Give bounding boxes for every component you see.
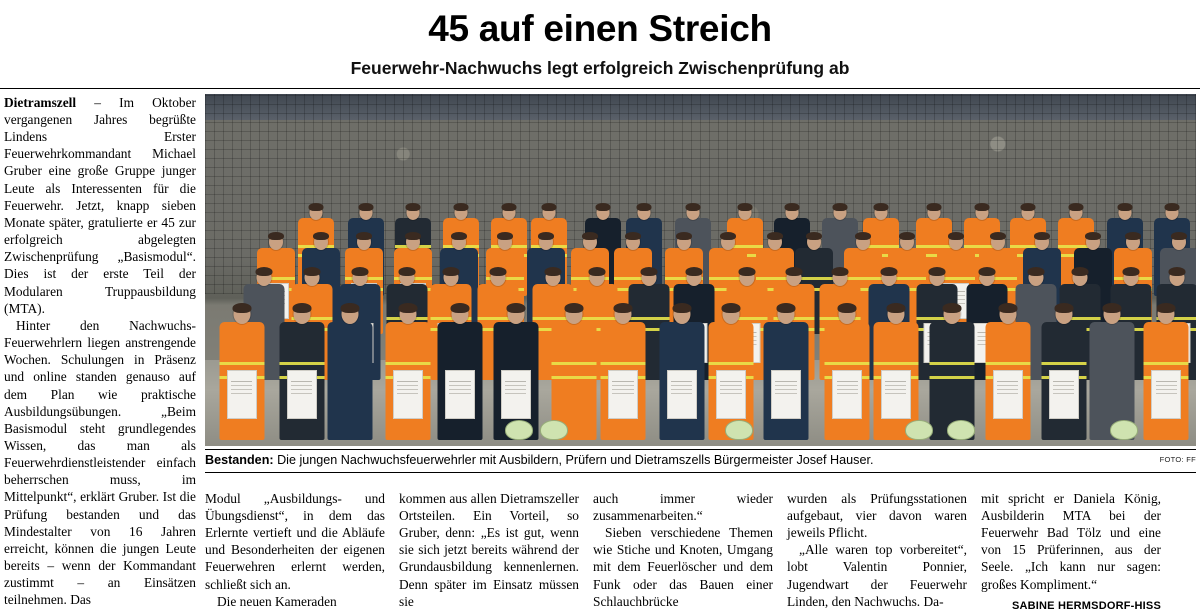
person-hair xyxy=(340,303,359,313)
person-hair xyxy=(1071,267,1088,276)
lead-column xyxy=(4,94,196,609)
reflective-stripe xyxy=(552,362,597,365)
column-1 xyxy=(205,490,385,613)
reflective-stripe xyxy=(1144,362,1189,365)
photo-crowd xyxy=(205,94,1196,446)
column-1-paragraph-1: Modul „Ausbildungs- und Übungsdienst“, in dem das Erlernte vertieft und die Abläufe und Besonderheiten der eigenen Feuerwehren erlernt werden, schließt sich an. xyxy=(205,490,385,592)
group-photo xyxy=(205,94,1196,446)
person-hair xyxy=(929,267,946,276)
fire-helmet xyxy=(725,420,753,440)
photo-person xyxy=(385,288,430,440)
certificate xyxy=(501,370,531,419)
reflective-stripe xyxy=(279,362,324,365)
column-3 xyxy=(593,490,773,613)
person-hair xyxy=(582,232,598,240)
person-hair xyxy=(589,267,606,276)
reflective-stripe xyxy=(930,376,975,379)
photo-person xyxy=(764,288,809,440)
person-hair xyxy=(443,267,460,276)
certificate xyxy=(881,370,911,419)
subheadline: Feuerwehr-Nachwuchs legt erfolgreich Zwischenprüfung ab xyxy=(350,57,850,78)
lower-columns xyxy=(205,490,1196,613)
photo-person xyxy=(985,288,1030,440)
column-1-paragraph-2: Die neuen Kameraden xyxy=(217,593,337,609)
column-5-paragraph-1: mit spricht er Daniela König, Ausbilderin MTA bei der Feuerwehr Bad Tölz und eine von 15 Prüferinnen, aus der Seele. „Ich kann nur sagen: großes Kompliment.“ xyxy=(981,490,1161,592)
person-hair xyxy=(596,203,611,211)
certificate xyxy=(1151,370,1181,419)
person-hair xyxy=(351,267,368,276)
person-hair xyxy=(490,267,507,276)
dateline: Dietramszell xyxy=(4,94,77,110)
column-2 xyxy=(399,490,579,613)
person-hair xyxy=(738,267,755,276)
reflective-stripe xyxy=(385,362,430,365)
column-3-paragraph-1: auch immer wieder zusammenarbeiten.“ xyxy=(593,490,773,523)
person-hair xyxy=(292,303,311,313)
person-hair xyxy=(855,232,871,240)
person-hair xyxy=(786,267,803,276)
reflective-stripe xyxy=(601,362,646,365)
person-hair xyxy=(943,303,962,313)
photo-caption xyxy=(205,450,1196,472)
photo-person xyxy=(493,288,538,440)
caption-lead-word: Bestanden: xyxy=(205,452,274,467)
person-hair xyxy=(926,203,941,211)
person-hair xyxy=(1157,303,1176,313)
photo-person xyxy=(601,288,646,440)
person-hair xyxy=(308,203,323,211)
certificate xyxy=(287,370,317,419)
person-hair xyxy=(1164,203,1179,211)
caption-bottom-divider xyxy=(205,472,1196,473)
photo-person xyxy=(1090,288,1135,440)
person-hair xyxy=(398,303,417,313)
byline: SABINE HERMSDORF-HISS xyxy=(1011,599,1161,612)
photo-person xyxy=(930,288,975,440)
person-hair xyxy=(685,267,702,276)
person-hair xyxy=(978,267,995,276)
photo-person xyxy=(708,288,753,440)
person-hair xyxy=(541,203,556,211)
column-2-paragraph-1: kommen aus allen Dietramszeller Ortsteilen. Ein Vorteil, so Gruber, denn: „Es ist gut, wenn sie sich jetzt bereits während der Grundausbildung kennenlernen. Denn später im Einsatz müssen sie xyxy=(399,490,579,609)
photo-credit: FOTO: FF xyxy=(1159,454,1196,464)
person-hair xyxy=(565,303,584,313)
person-hair xyxy=(672,303,691,313)
person-hair xyxy=(990,232,1006,240)
person-hair xyxy=(303,267,320,276)
column-4-paragraph-1: wurden als Prüfungsstationen aufgebaut, vier davon waren jeweils Pflicht. xyxy=(787,490,967,541)
certificate xyxy=(832,370,862,419)
person-hair xyxy=(497,232,513,240)
person-hair xyxy=(454,203,469,211)
page-title: 45 auf einen Streich xyxy=(428,8,772,49)
certificate xyxy=(445,370,475,419)
lead-text-1: – Im Oktober vergangenen Jahres begrüßte Lindens Erster Feuerwehrkommandant Michael Gruber eine große Gruppe junger Leute als Interessenten für die Feuerwehr. Jetzt, knapp sieben Monate später, gratulierte er 45 zur erfolgreich abgelegten Zwischenprüfung „Basismodul“. Dies ist der erste Teil der Modularen Truppausbildung (MTA). xyxy=(4,94,196,316)
person-hair xyxy=(451,232,467,240)
photo-block xyxy=(205,94,1196,473)
person-hair xyxy=(1103,303,1122,313)
person-hair xyxy=(399,267,416,276)
person-hair xyxy=(356,232,372,240)
person-hair xyxy=(1125,232,1141,240)
person-hair xyxy=(405,232,421,240)
person-hair xyxy=(1020,203,1035,211)
certificate xyxy=(716,370,746,419)
person-hair xyxy=(831,267,848,276)
person-hair xyxy=(232,303,251,313)
person-hair xyxy=(998,303,1017,313)
photo-person xyxy=(1041,288,1086,440)
person-hair xyxy=(874,203,889,211)
person-hair xyxy=(501,203,516,211)
reflective-stripe xyxy=(930,362,975,365)
person-hair xyxy=(268,232,284,240)
reflective-stripe xyxy=(825,362,870,365)
photo-person xyxy=(437,288,482,440)
person-hair xyxy=(676,232,692,240)
column-4 xyxy=(787,490,967,613)
certificate xyxy=(771,370,801,419)
person-hair xyxy=(640,267,657,276)
caption-text: Die jungen Nachwuchsfeuerwehrler mit Ausbildern, Prüfern und Dietramszells Bürgermeister Josef Hauser. xyxy=(277,452,874,467)
person-hair xyxy=(1085,232,1101,240)
reflective-stripe xyxy=(708,362,753,365)
photo-person xyxy=(219,288,264,440)
person-hair xyxy=(720,232,736,240)
photo-person xyxy=(825,288,870,440)
photo-person xyxy=(327,288,372,440)
person-hair xyxy=(899,232,915,240)
person-hair xyxy=(777,303,796,313)
person-hair xyxy=(685,203,700,211)
fire-helmet xyxy=(905,420,933,440)
person-hair xyxy=(506,303,525,313)
person-hair xyxy=(637,203,652,211)
photo-person xyxy=(552,288,597,440)
person-hair xyxy=(737,203,752,211)
certificate xyxy=(667,370,697,419)
person-hair xyxy=(359,203,374,211)
certificate xyxy=(393,370,423,419)
person-hair xyxy=(538,232,554,240)
newspaper-page xyxy=(0,6,1200,612)
person-hair xyxy=(1123,267,1140,276)
person-hair xyxy=(975,203,990,211)
header-divider xyxy=(0,88,1200,89)
person-hair xyxy=(545,267,562,276)
photo-person xyxy=(279,288,324,440)
photo-person xyxy=(1144,288,1189,440)
person-hair xyxy=(784,203,799,211)
person-hair xyxy=(886,303,905,313)
fire-helmet xyxy=(540,420,568,440)
photo-person xyxy=(873,288,918,440)
photo-person xyxy=(659,288,704,440)
person-hair xyxy=(255,267,272,276)
person-hair xyxy=(881,267,898,276)
certificate xyxy=(227,370,257,419)
person-hair xyxy=(614,303,633,313)
person-hair xyxy=(1169,267,1186,276)
column-5 xyxy=(981,490,1161,613)
reflective-stripe xyxy=(985,362,1030,365)
person-hair xyxy=(1054,303,1073,313)
lead-paragraph-2: Hinter den Nachwuchs-Feuerwehrlern liegen anstrengende Wochen. Schulungen in Präsenz und online standen genauso auf dem Plan wie praktische Ausbildungsübungen. „Beim Basismodul steht grundlegendes Wissen, das man als Feuerwehrdienstleistender einfach beherrschen muss, im Mittelpunkt“, erklärt Gruber. Ist die Prüfung bestanden und das Mindestalter von 16 Jahren erreicht, können die jungen Leute bereits – wenn der Kommandant zustimmt – an Einsätzen teilnehmen. Das xyxy=(4,317,196,608)
person-hair xyxy=(1171,232,1187,240)
person-hair xyxy=(625,232,641,240)
column-3-paragraph-2: Sieben verschiedene Themen wie Stiche und Knoten, Umgang mit dem Feuerlöscher und dem Funk oder das Bauen einer Schlauchbrücke xyxy=(593,525,773,609)
certificate xyxy=(993,370,1023,419)
fire-helmet xyxy=(1110,420,1138,440)
person-hair xyxy=(313,232,329,240)
lead-paragraph-1 xyxy=(4,94,196,317)
column-4-paragraph-2: „Alle waren top vorbereitet“, lobt Valentin Ponnier, Jugendwart der Feuerwehr Linden, den Nachwuchs. Da- xyxy=(787,542,967,609)
reflective-stripe xyxy=(219,362,264,365)
person-hair xyxy=(1068,203,1083,211)
reflective-stripe xyxy=(1041,362,1086,365)
certificate xyxy=(1049,370,1079,419)
person-hair xyxy=(806,232,822,240)
fire-helmet xyxy=(947,420,975,440)
certificate xyxy=(608,370,638,419)
person-torso xyxy=(327,322,372,440)
person-hair xyxy=(721,303,740,313)
person-hair xyxy=(1027,267,1044,276)
reflective-stripe xyxy=(873,362,918,365)
reflective-stripe xyxy=(552,376,597,379)
person-hair xyxy=(833,203,848,211)
person-hair xyxy=(948,232,964,240)
fire-helmet xyxy=(505,420,533,440)
person-hair xyxy=(838,303,857,313)
person-hair xyxy=(767,232,783,240)
person-hair xyxy=(450,303,469,313)
person-hair xyxy=(405,203,420,211)
person-hair xyxy=(1034,232,1050,240)
person-hair xyxy=(1118,203,1133,211)
